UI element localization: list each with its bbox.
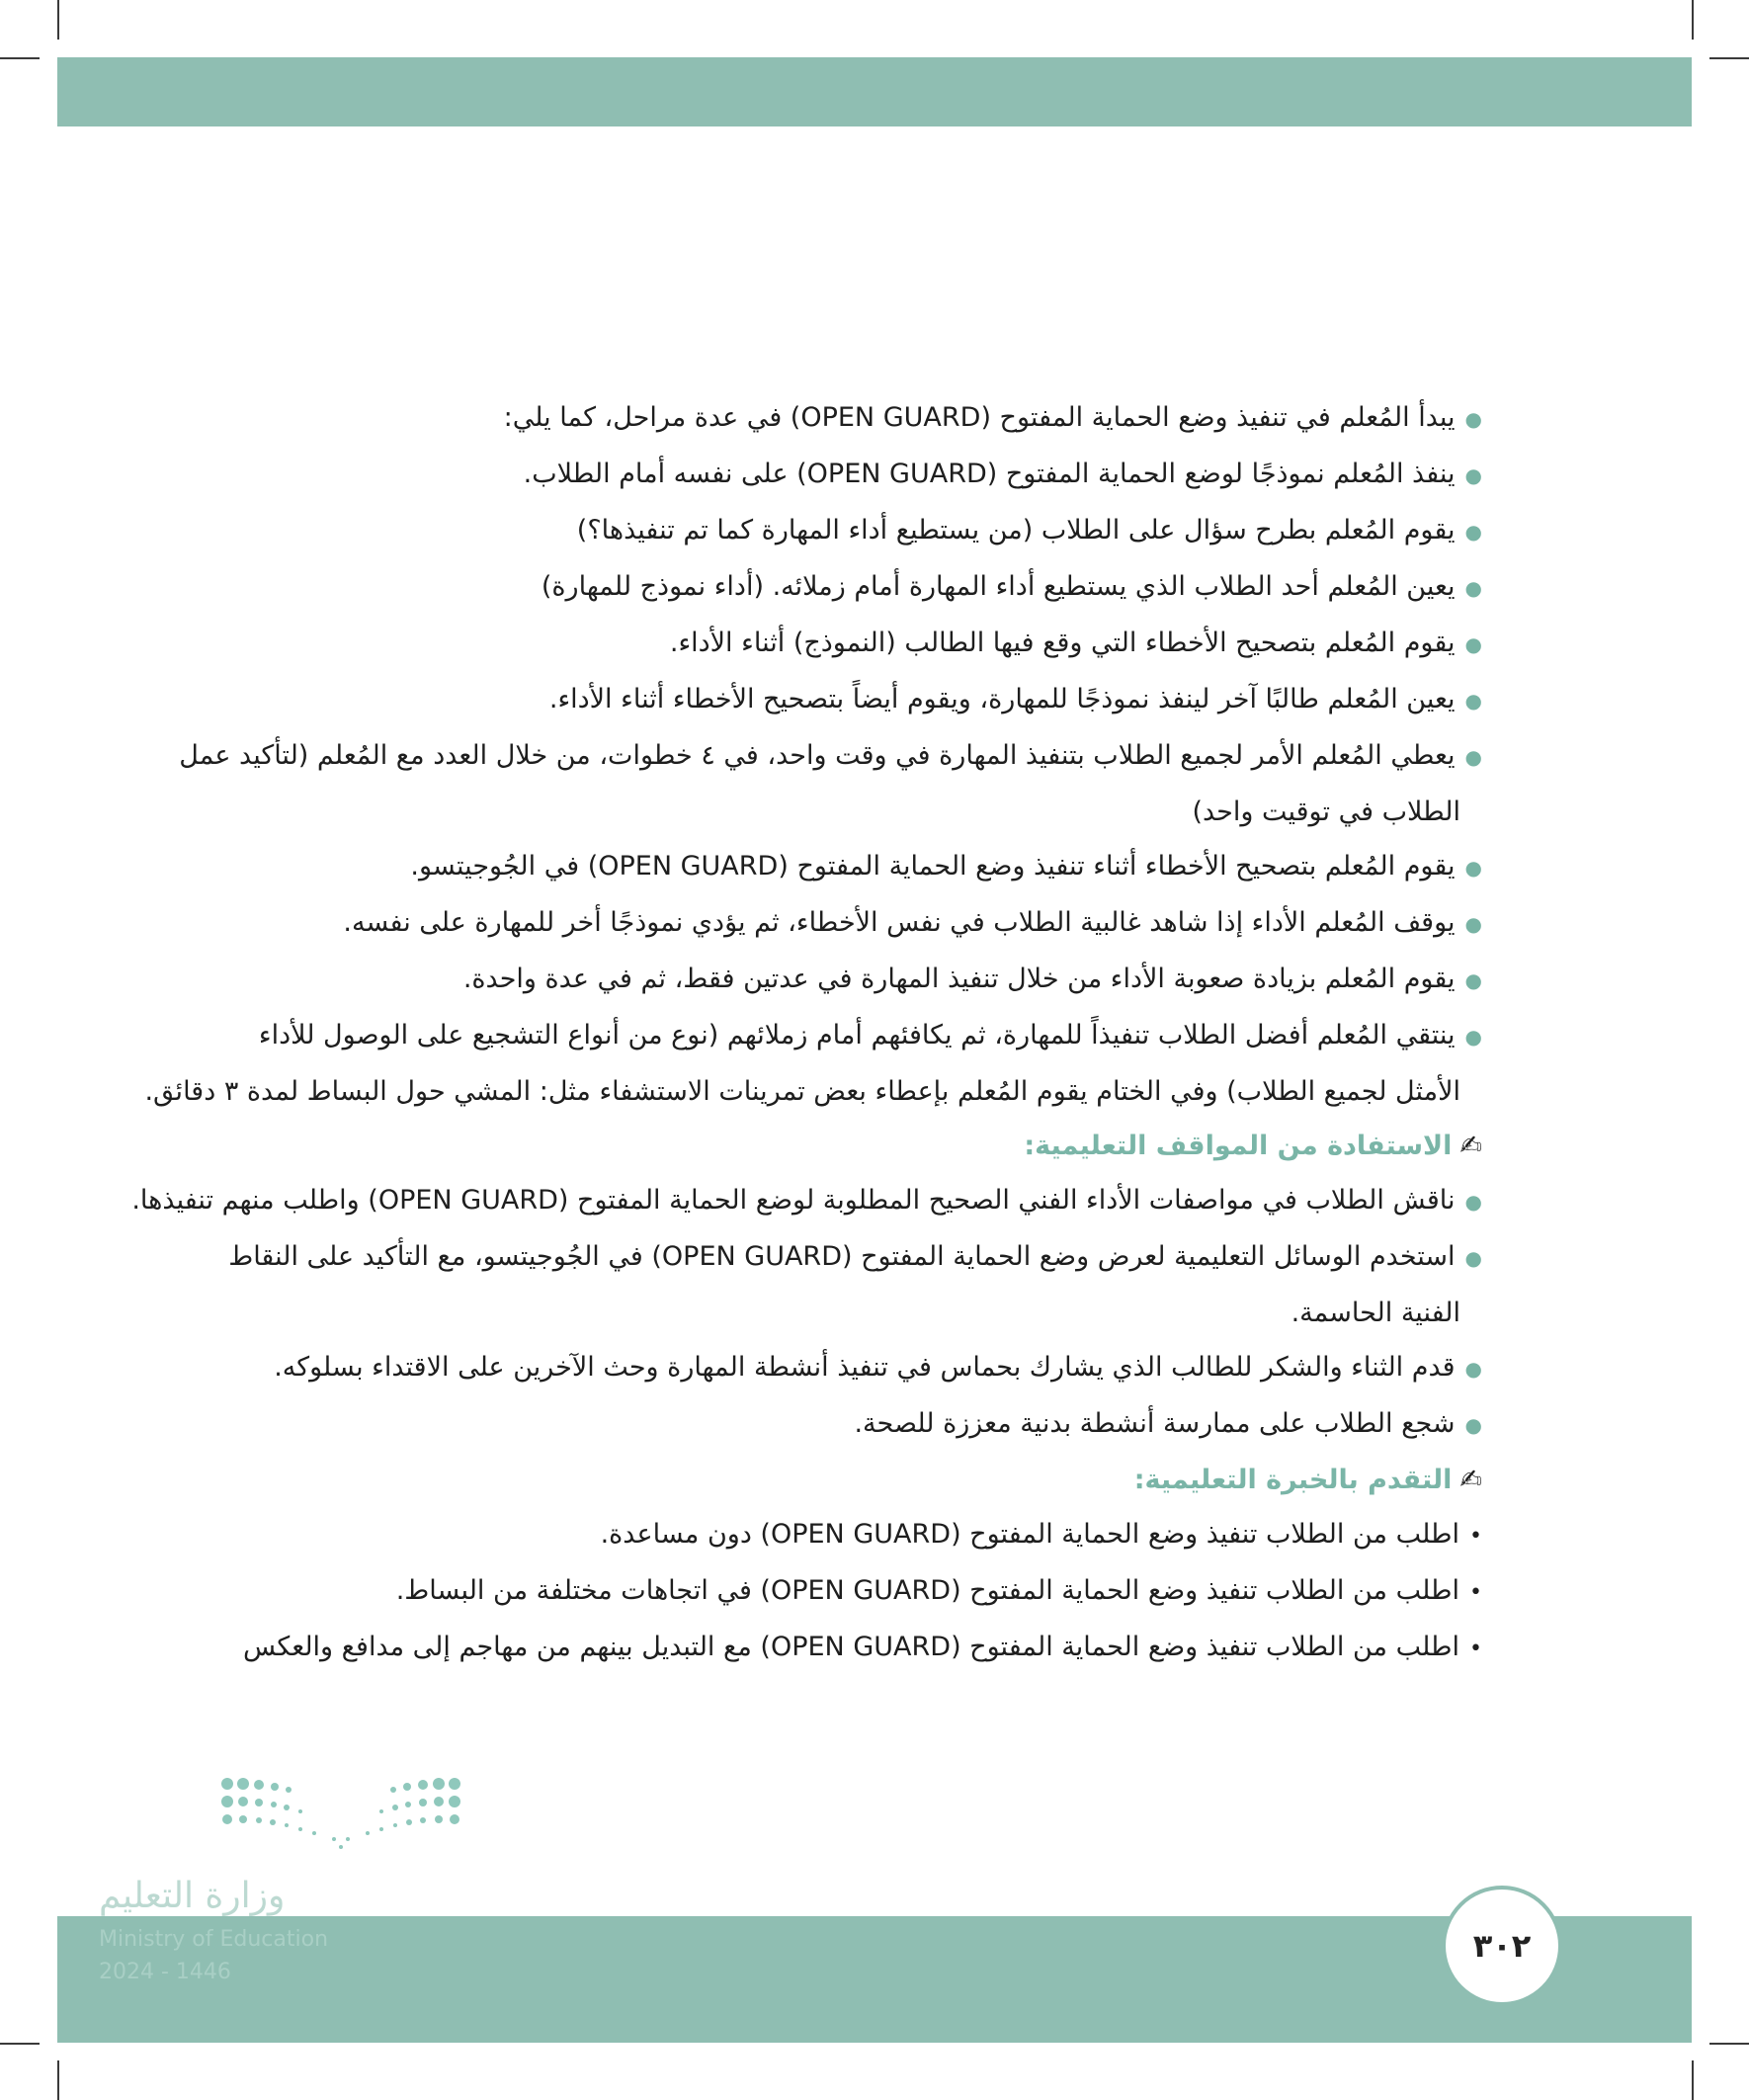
progression-list xyxy=(208,1507,1482,1676)
list-item: ●استخدم الوسائل التعليمية لعرض وضع الحماية المفتوح (OPEN GUARD) في الجُوجيتسو، مع التأكيد على النقاط xyxy=(228,1241,1482,1272)
crop-mark xyxy=(1709,2043,1749,2045)
section-heading: ✍الاستفادة من المواقف التعليمية: xyxy=(1024,1131,1482,1161)
learning-situations-list xyxy=(131,1173,1482,1453)
bullet-icon: ● xyxy=(1464,745,1482,769)
ministry-name-english: Ministry of Education xyxy=(99,1927,329,1952)
bullet-icon: ● xyxy=(1464,1025,1482,1049)
list-item: ●يعين المُعلم أحد الطلاب الذي يستطيع أداء المهارة أمام زملائه. (أداء نموذج للمهارة) xyxy=(541,571,1482,602)
bullet-icon: ● xyxy=(1464,632,1482,656)
bullet-icon: ● xyxy=(1464,968,1482,992)
ministry-logo-icon xyxy=(217,1774,464,1853)
edition-year: 2024 - 1446 xyxy=(99,1960,231,1984)
list-item: ●يوقف المُعلم الأداء إذا شاهد غالبية الطلاب في نفس الأخطاء، ثم يؤدي نموذجًا أخر للمهارة على نفسه. xyxy=(343,907,1482,938)
bullet-icon: ● xyxy=(1464,463,1482,487)
bullet-icon: • xyxy=(1469,1580,1482,1605)
list-item: ●قدم الثناء والشكر للطالب الذي يشارك بحماس في تنفيذ أنشطة المهارة وحث الآخرين على الاقتداء بسلوكه. xyxy=(274,1352,1482,1383)
crop-mark xyxy=(0,2043,40,2045)
list-item: •اطلب من الطلاب تنفيذ وضع الحماية المفتوح (OPEN GUARD) دون مساعدة. xyxy=(600,1519,1482,1550)
list-item-continuation: الأمثل لجميع الطلاب) وفي الختام يقوم المُعلم بإعطاء بعض تمرينات الاستشفاء مثل: المشي حول البساط لمدة ٣ دقائق. xyxy=(144,1076,1460,1107)
bullet-icon: ● xyxy=(1464,856,1482,880)
list-item: ●يبدأ المُعلم في تنفيذ وضع الحماية المفتوح (OPEN GUARD) في عدة مراحل، كما يلي: xyxy=(503,402,1482,433)
crop-mark xyxy=(57,2060,59,2100)
bullet-icon: ● xyxy=(1464,520,1482,544)
list-item: ●ينفذ المُعلم نموذجًا لوضع الحماية المفتوح (OPEN GUARD) على نفسه أمام الطلاب. xyxy=(523,459,1482,489)
list-item: ●يقوم المُعلم بتصحيح الأخطاء التي وقع فيها الطالب (النموذج) أثناء الأداء. xyxy=(669,628,1482,658)
pen-icon: ✍ xyxy=(1459,1465,1482,1495)
bullet-icon: ● xyxy=(1464,1190,1482,1214)
list-item: •اطلب من الطلاب تنفيذ وضع الحماية المفتوح (OPEN GUARD) مع التبديل بينهم من مهاجم إلى مدافع والعكس xyxy=(242,1632,1482,1662)
page-number: ٣٠٢ xyxy=(1442,1886,1562,2006)
pen-icon: ✍ xyxy=(1459,1131,1482,1161)
header-band xyxy=(57,57,1692,126)
crop-mark xyxy=(1709,57,1749,59)
list-item-continuation: الفنية الحاسمة. xyxy=(1291,1298,1460,1328)
list-item: ●يعين المُعلم طالبًا آخر لينفذ نموذجًا للمهارة، ويقوم أيضاً بتصحيح الأخطاء أثناء الأداء. xyxy=(548,684,1482,714)
bullet-icon: ● xyxy=(1464,1246,1482,1270)
crop-mark xyxy=(57,0,59,40)
bullet-icon: ● xyxy=(1464,1357,1482,1381)
list-item: ●ناقش الطلاب في مواصفات الأداء الفني الصحيح المطلوبة لوضع الحماية المفتوح (OPEN GUARD) واطلب منهم تنفيذها. xyxy=(131,1185,1482,1216)
list-item: ●يعطي المُعلم الأمر لجميع الطلاب بتنفيذ المهارة في وقت واحد، في ٤ خطوات، من خلال العدد مع المُعلم (لتأكيد عمل xyxy=(179,740,1482,771)
bullet-icon: ● xyxy=(1464,1413,1482,1437)
list-item: •اطلب من الطلاب تنفيذ وضع الحماية المفتوح (OPEN GUARD) في اتجاهات مختلفة من البساط. xyxy=(395,1575,1482,1606)
page-content xyxy=(131,390,1482,1676)
crop-mark xyxy=(1692,2060,1694,2100)
list-item: ●ينتقي المُعلم أفضل الطلاب تنفيذاً للمهارة، ثم يكافئهم أمام زملائهم (نوع من أنواع التشجيع على الوصول للأداء xyxy=(258,1020,1482,1050)
bullet-icon: • xyxy=(1469,1524,1482,1549)
bullet-icon: • xyxy=(1469,1637,1482,1661)
list-item: ●شجع الطلاب على ممارسة أنشطة بدنية معززة للصحة. xyxy=(854,1408,1482,1439)
section-heading: ✍التقدم بالخبرة التعليمية: xyxy=(1133,1465,1482,1495)
list-item: ●يقوم المُعلم بطرح سؤال على الطلاب (من يستطيع أداء المهارة كما تم تنفيذها؟) xyxy=(576,515,1482,546)
bullet-icon: ● xyxy=(1464,912,1482,936)
crop-mark xyxy=(0,57,40,59)
bullet-icon: ● xyxy=(1464,407,1482,431)
list-item: ●يقوم المُعلم بزيادة صعوبة الأداء من خلال تنفيذ المهارة في عدتين فقط، ثم في عدة واحدة. xyxy=(462,964,1482,994)
list-item-continuation: الطلاب في توقيت واحد) xyxy=(1192,797,1460,827)
bullet-icon: ● xyxy=(1464,576,1482,600)
ministry-name-arabic: وزارة التعليم xyxy=(99,1876,286,1916)
procedure-list xyxy=(144,390,1482,1119)
crop-mark xyxy=(1692,0,1694,40)
list-item: ●يقوم المُعلم بتصحيح الأخطاء أثناء تنفيذ وضع الحماية المفتوح (OPEN GUARD) في الجُوجيتسو. xyxy=(410,851,1482,882)
bullet-icon: ● xyxy=(1464,689,1482,713)
